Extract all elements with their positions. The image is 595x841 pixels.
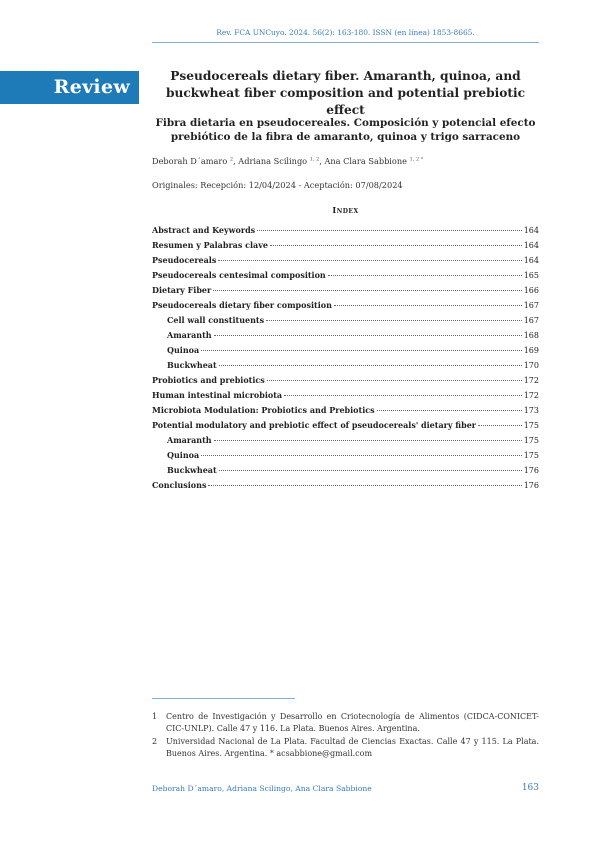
toc-entry-page: 176 <box>523 481 539 490</box>
author-name: Deborah D´amaro <box>152 156 228 166</box>
toc-entry-page: 175 <box>523 421 539 430</box>
toc-entry[interactable] <box>152 480 539 495</box>
title-english: Pseudocereals dietary fiber. Amaranth, quinoa, and buckwheat fiber composition and potential prebiotic effect <box>165 69 526 117</box>
toc-entry-page: 164 <box>523 226 539 235</box>
toc-leader-dots <box>267 380 522 381</box>
toc-entry-title: Quinoa <box>167 345 200 355</box>
toc-entry-title: Pseudocereals centesimal composition <box>152 270 326 280</box>
toc-leader-dots <box>201 455 522 456</box>
footer-authors: Deborah D´amaro, Adriana Scilingo, Ana Clara Sabbione <box>152 784 372 793</box>
toc-leader-dots <box>214 335 522 336</box>
author-name: Ana Clara Sabbione <box>324 156 407 166</box>
toc-leader-dots <box>334 305 522 306</box>
footnote-item <box>152 736 539 760</box>
footnote-text: Universidad Nacional de La Plata. Facultad de Ciencias Exactas. Calle 47 y 115. La Plata. Buenos Aires. Argentina. * acsabbione@gmail.com <box>166 737 539 758</box>
toc-entry-title: Amaranth <box>167 330 212 340</box>
footnote-text: Centro de Investigación y Desarrollo en Criotecnología de Alimentos (CIDCA-CONICET-CIC-UNLP). Calle 47 y 116. La Plata. Buenos Aires. Argentina. <box>166 712 539 733</box>
toc-entry-page: 168 <box>523 331 539 340</box>
toc-entry-page: 175 <box>523 436 539 445</box>
toc-entry[interactable] <box>152 390 539 405</box>
author-separator: , <box>233 156 239 166</box>
toc-entry[interactable] <box>152 300 539 315</box>
toc-entry-page: 167 <box>523 301 539 310</box>
toc-entry-title: Conclusions <box>152 480 207 490</box>
toc-entry-page: 173 <box>523 406 539 415</box>
toc-entry-title: Potential modulatory and prebiotic effect of pseudocereals' dietary fiber <box>152 420 477 430</box>
toc-entry-title: Human intestinal microbiota <box>152 390 283 400</box>
toc-entry-page: 164 <box>523 256 539 265</box>
toc-leader-dots <box>214 440 522 441</box>
header-divider <box>152 42 539 43</box>
toc-entry[interactable] <box>152 330 539 345</box>
toc-leader-dots <box>377 410 522 411</box>
toc-entry-page: 176 <box>523 466 539 475</box>
toc-leader-dots <box>219 470 522 471</box>
author-separator: , <box>319 156 325 166</box>
toc-entry[interactable] <box>152 345 539 360</box>
toc-entry-title: Amaranth <box>167 435 212 445</box>
toc-leader-dots <box>257 230 522 231</box>
journal-citation: Rev. FCA UNCuyo. 2024. 56(2): 163-180. ISSN (en línea) 1853-8665. <box>216 28 475 37</box>
toc-entry-page: 167 <box>523 316 539 325</box>
toc-entry-title: Pseudocereals <box>152 255 217 265</box>
toc-entry[interactable] <box>152 360 539 375</box>
table-of-contents <box>152 225 539 495</box>
toc-entry-title: Dietary Fiber <box>152 285 212 295</box>
author-list <box>152 156 423 166</box>
submission-dates: Originales: Recepción: 12/04/2024 - Aceptación: 07/08/2024 <box>152 180 403 190</box>
toc-entry[interactable] <box>152 285 539 300</box>
toc-entry[interactable] <box>152 315 539 330</box>
toc-entry-title: Cell wall constituents <box>167 315 265 325</box>
toc-entry-title: Probiotics and prebiotics <box>152 375 265 385</box>
index-heading: Index <box>332 205 359 215</box>
author-name: Adriana Scilingo <box>238 156 308 166</box>
toc-leader-dots <box>284 395 522 396</box>
toc-entry[interactable] <box>152 405 539 420</box>
toc-entry-title: Buckwheat <box>167 465 217 475</box>
toc-leader-dots <box>201 350 522 351</box>
toc-entry-page: 165 <box>523 271 539 280</box>
toc-entry-page: 164 <box>523 241 539 250</box>
footnote-divider <box>152 698 295 699</box>
toc-entry-page: 175 <box>523 451 539 460</box>
toc-entry-page: 172 <box>523 376 539 385</box>
article-type-badge: Review <box>0 71 139 104</box>
toc-entry-title: Abstract and Keywords <box>152 225 256 235</box>
footnote-number: 2 <box>152 737 158 746</box>
toc-entry-title: Quinoa <box>167 450 200 460</box>
toc-entry[interactable] <box>152 240 539 255</box>
toc-leader-dots <box>266 320 522 321</box>
author-affiliation: 1, 2 * <box>409 156 424 163</box>
toc-entry[interactable] <box>152 270 539 285</box>
toc-entry[interactable] <box>152 465 539 480</box>
toc-leader-dots <box>218 260 521 261</box>
title-spanish: Fibra dietaria en pseudocereales. Composición y potencial efecto prebiótico de la fibra de amaranto, quinoa y trigo sarraceno <box>155 117 536 143</box>
toc-leader-dots <box>219 365 522 366</box>
toc-leader-dots <box>270 245 522 246</box>
toc-entry-title: Resumen y Palabras clave <box>152 240 268 250</box>
toc-entry[interactable] <box>152 420 539 435</box>
toc-leader-dots <box>478 425 522 426</box>
author-affiliation: 2 <box>229 156 234 163</box>
toc-entry-title: Pseudocereals dietary fiber composition <box>152 300 332 310</box>
toc-entry-page: 166 <box>523 286 539 295</box>
toc-entry-page: 169 <box>523 346 539 355</box>
toc-entry[interactable] <box>152 450 539 465</box>
toc-entry[interactable] <box>152 435 539 450</box>
toc-leader-dots <box>328 275 522 276</box>
page-number: 163 <box>521 783 539 793</box>
toc-leader-dots <box>213 290 522 291</box>
toc-entry[interactable] <box>152 255 539 270</box>
toc-entry-page: 170 <box>523 361 539 370</box>
toc-entry[interactable] <box>152 375 539 390</box>
toc-entry-title: Microbiota Modulation: Probiotics and Prebiotics <box>152 405 375 415</box>
author-affiliation: 1, 2 <box>309 156 320 163</box>
toc-entry[interactable] <box>152 225 539 240</box>
toc-leader-dots <box>208 485 521 486</box>
toc-entry-page: 172 <box>523 391 539 400</box>
toc-entry-title: Buckwheat <box>167 360 217 370</box>
footnote-number: 1 <box>152 712 158 721</box>
footnotes <box>152 711 539 761</box>
footnote-item <box>152 711 539 735</box>
